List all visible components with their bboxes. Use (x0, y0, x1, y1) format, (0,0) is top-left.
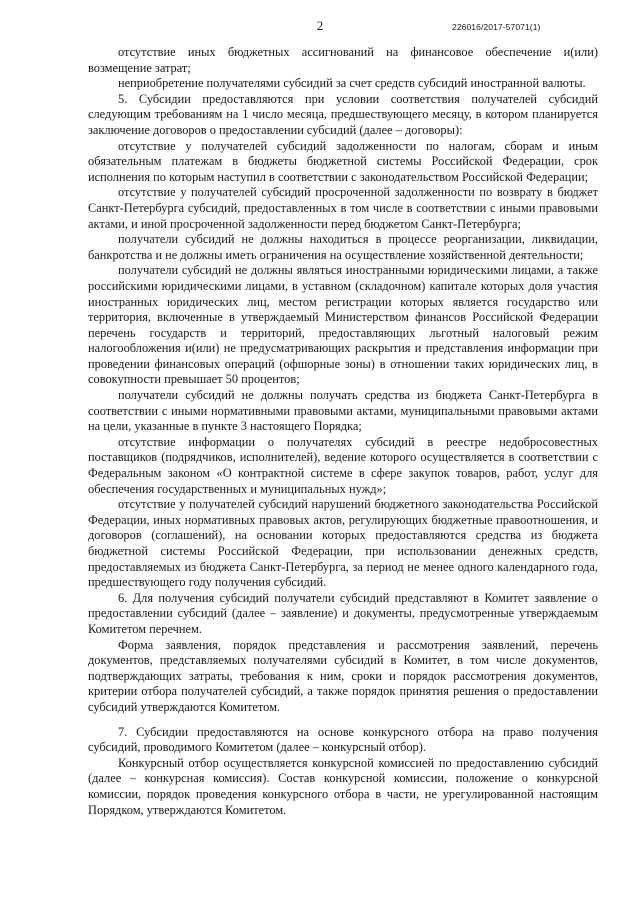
paragraph-item-5: 5. Субсидии предоставляются при условии соответствия получателей субсидий следующим требованиям на 1 число месяца, предшествующего месяцу, в котором планируется заключение договоров о предоставлении субсидий (далее – договоры): (88, 91, 598, 137)
document-id: 226016/2017-57071(1) (452, 22, 541, 32)
paragraph: отсутствие у получателей субсидий задолженности по налогам, сборам и иным обязательным платежам в бюджеты бюджетной системы Российской Федерации, срок исполнения по которым наступил в соответствии с законодательством Российской Федерации; (88, 138, 598, 184)
paragraph: получатели субсидий не должны являться иностранными юридическими лицами, а также российскими юридическими лицами, в уставном (складочном) капитале которых доля участия иностранных юридических лиц, местом регистрации которых является государство или территория, включенные в утверждаемый Министерством финансов Российской Федерации перечень государств и территорий, предоставляющих льготный налоговый режим налогообложения и(или) не предусматривающих раскрытия и представления информации при проведении финансовых операций (офшорные зоны) в отношении таких юридических лиц, в совокупности превышает 50 процентов; (88, 263, 598, 387)
paragraph: Форма заявления, порядок представления и рассмотрения заявлений, перечень документов, представляемых получателями субсидий в Комитет, в том числе документов, подтверждающих затраты, требования к ним, сроки и порядок рассмотрения документов, критерии отбора получателей субсидий, а также порядок принятия решения о предоставлении субсидий утверждаются Комитетом. (88, 637, 598, 714)
paragraph: отсутствие информации о получателях субсидий в реестре недобросовестных поставщиков (подрядчиков, исполнителей), ведение которого осуществляется в соответствии с Федеральным законом «О контрактной системе в сфере закупок товаров, работ, услуг для обеспечения государственных и муниципальных нужд»; (88, 434, 598, 496)
paragraph: неприобретение получателями субсидий за счет средств субсидий иностранной валюты. (118, 76, 586, 91)
paragraph-gap (88, 716, 598, 725)
paragraph: Конкурсный отбор осуществляется конкурсной комиссией по предоставлению субсидий (далее – конкурсная комиссия). Состав конкурсной комиссии, положение о конкурсной комиссии, порядок проведения конкурсного отбора в части, не урегулированной настоящим Порядком, утверждаются Комитетом. (88, 755, 598, 817)
paragraph: отсутствие у получателей субсидий просроченной задолженности по возврату в бюджет Санкт-Петербурга субсидий, предоставленных в том числе в соответствии с иными правовыми актами, и иной просроченной задолженности перед бюджетом Санкт-Петербурга; (88, 185, 598, 231)
document-body (88, 45, 598, 818)
paragraph: отсутствие иных бюджетных ассигнований на финансовое обеспечение и(или) возмещение затрат; (88, 45, 598, 75)
paragraph: получатели субсидий не должны получать средства из бюджета Санкт-Петербурга в соответствии с иными нормативными правовыми актами, муниципальными правовыми актами на цели, указанные в пункте 3 настоящего Порядка; (88, 388, 598, 434)
paragraph: отсутствие у получателей субсидий нарушений бюджетного законодательства Российской Федерации, иных нормативных правовых актов, регулирующих бюджетные правоотношения, и договоров (соглашений), на основании которых предоставляются средства из бюджета бюджетной системы Российской Федерации, при использовании денежных средств, предоставляемых из бюджета Санкт-Петербурга, за период не менее одного календарного года, предшествующего году получения субсидий. (88, 497, 598, 590)
page-number: 2 (316, 18, 324, 33)
paragraph-item-7: 7. Субсидии предоставляются на основе конкурсного отбора на право получения субсидий, проводимого Комитетом (далее – конкурсный отбор). (88, 724, 598, 755)
paragraph: получатели субсидий не должны находиться в процессе реорганизации, ликвидации, банкротства и не должны иметь ограничения на осуществление хозяйственной деятельности; (88, 232, 598, 262)
paragraph-item-6: 6. Для получения субсидий получатели субсидий представляют в Комитет заявление о предоставлении субсидий (далее – заявление) и документы, предусмотренные утверждаемым Комитетом перечнем. (88, 590, 598, 636)
